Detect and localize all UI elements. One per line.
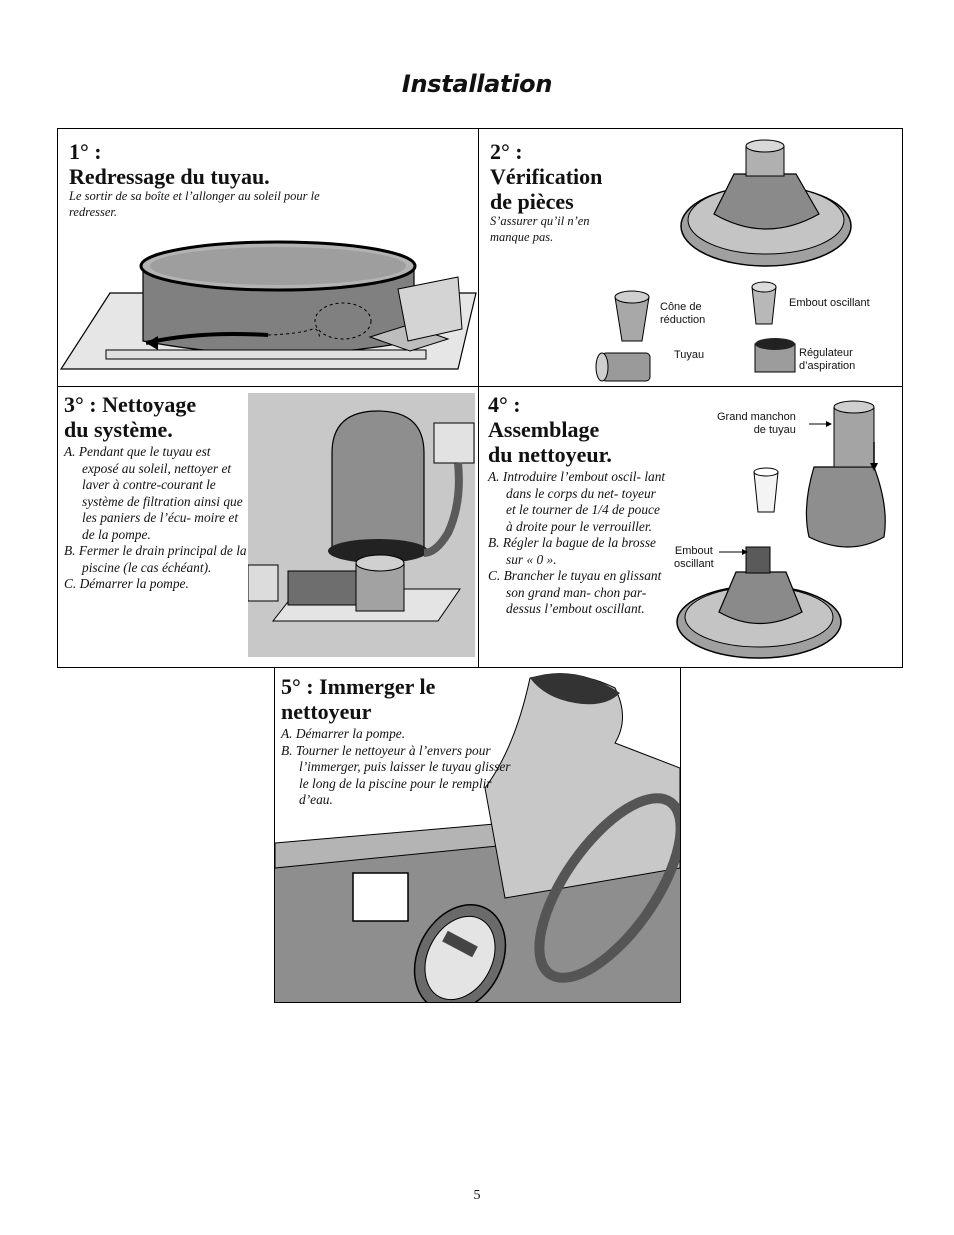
- filter-pump-illustration: [248, 393, 475, 657]
- label-reduction-cone: Cône de réduction: [660, 301, 706, 326]
- step3-item-a: A. Pendant que le tuyau est exposé au soleil, nettoyer et laver à contre-courant le système de filtration ainsi que les paniers de l’écu- moire et de la pompe.: [64, 444, 243, 542]
- reduction-cone-icon: [612, 289, 652, 349]
- step3-item-b: B. Fermer le drain principal de la piscine (le cas échéant).: [64, 543, 247, 575]
- hose-icon: [594, 347, 654, 387]
- step5-panel: [274, 667, 681, 1003]
- step4-steps: [488, 469, 668, 618]
- step4-panel: [478, 386, 903, 668]
- assembly-illustration: [674, 397, 899, 667]
- step2-title: 2° : Vérification de pièces: [490, 139, 603, 214]
- step1-panel: [57, 128, 479, 387]
- oscillating-tip-icon: [744, 279, 784, 334]
- step1-title: 1° : Redressage du tuyau.: [69, 139, 270, 189]
- step4-item-c: C. Brancher le tuyau en glissant son grand man- chon par-dessus l’embout oscillant.: [488, 568, 662, 616]
- label-suction-regulator: Régulateur d’aspiration: [799, 347, 856, 372]
- step2-panel: [478, 128, 903, 387]
- label-large-hose-sleeve: Grand manchon de tuyau: [717, 411, 796, 436]
- label-oscillating-tip: Embout oscillant: [789, 297, 870, 309]
- page-number: 5: [473, 1188, 481, 1203]
- label-hose: Tuyau: [674, 349, 705, 361]
- step3-item-c: C. Démarrer la pompe.: [64, 576, 189, 591]
- step3-title: 3° : Nettoyage du système.: [64, 392, 197, 442]
- step5-steps: [281, 726, 521, 809]
- step5-item-a: A. Démarrer la pompe.: [281, 726, 406, 741]
- cleaner-body-illustration: [674, 134, 854, 274]
- label-oscillating-tip: Embout oscillant: [674, 545, 714, 570]
- page-title: Installation: [401, 70, 553, 98]
- step1-description: Le sortir de sa boîte et l’allonger au soleil pour le redresser.: [69, 189, 320, 219]
- step3-panel: [57, 386, 479, 668]
- step3-steps: [64, 444, 250, 593]
- suction-regulator-icon: [751, 334, 801, 379]
- hose-sun-illustration: [58, 129, 478, 386]
- step2-description: S’assurer qu’il n’en manque pas.: [490, 214, 590, 244]
- step5-title: 5° : Immerger le nettoyeur: [281, 674, 436, 724]
- step5-item-b: B. Tourner le nettoyeur à l’envers pour l’immerger, puis laisser le tuyau glisser le long de la piscine pour le remplir d’eau.: [281, 742, 511, 807]
- step4-title: 4° : Assemblage du nettoyeur.: [488, 392, 612, 467]
- step4-item-b: B. Régler la bague de la brosse sur « 0 ».: [488, 535, 656, 567]
- step4-item-a: A. Introduire l’embout oscil- lant dans le corps du net- toyeur et le tourner de 1/4 de pouce à droite pour le verrouiller.: [488, 469, 666, 534]
